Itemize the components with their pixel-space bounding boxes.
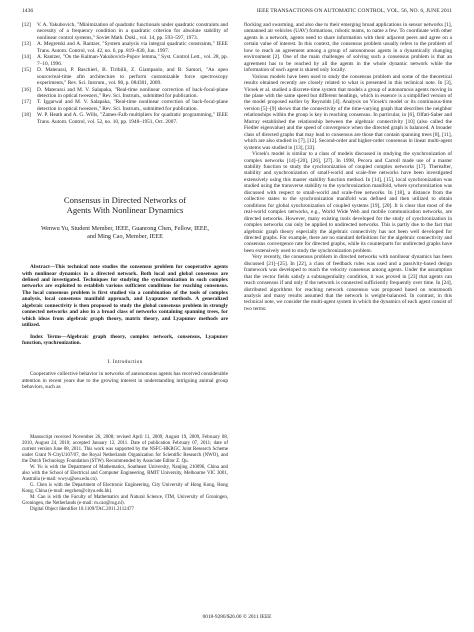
index-terms: Index Terms—Algebraic graph theory, complex network, consensus, Lyapunov function, synchronization. xyxy=(22,333,228,347)
reference-text: A. Rantzer, "On the Kalman-Yakubovich-Popov lemma," Syst. Control Lett., vol. 28, pp. 7–10, 1996. xyxy=(37,54,228,67)
reference-item xyxy=(22,54,228,67)
author-line: and Ming Cao, Member, IEEE xyxy=(87,232,163,240)
title-line: Agents With Nonlinear Dynamics xyxy=(66,205,184,216)
reference-text: V. A. Yakubovich, "Minimization of quadratic functionals under quadratic constraints and necessity of a frequency condition in a quadratic criterion for absolute stability of nonlinear control systems," Soviet Math. Dokl., vol. 14, pp. 593–597, 1973. xyxy=(37,22,228,41)
title-line: Consensus in Directed Networks of xyxy=(63,195,187,206)
reference-text: A. Megretski and A. Rantzer, "System analysis via integral quadratic constraints," IEEE Trans. Autom. Control, vol. 42, no. 6, pp. 819–830, Jun. 1997. xyxy=(37,41,228,54)
author-line: Wenwu Yu, Student Member, IEEE, Guanrong Chen, Fellow, IEEE, xyxy=(40,225,210,233)
reference-item xyxy=(22,67,228,86)
footnote: W. Yu is with the Department of Mathematics, Southeast University, Nanjing 210096, China and also with the School of Electrical and Computer Engineering, RMIT University, Melbourne VIC 3001, Australia (e-mail: wwyu@seu.edu.cn). xyxy=(22,464,228,482)
footnote: M. Cao is with the Faculty of Mathematics and Natural Science, ITM, University of Groningen, Groningen, the Netherlands (e-mail: m.cao@rug.nl). xyxy=(22,494,228,506)
intro-paragraph: Cooperative collective behavior in networks of autonomous agents has received considerable attention in recent years due to the growing interest in understanding intriguing animal group behaviors, such as xyxy=(22,371,228,391)
reference-number: [12] xyxy=(22,22,31,28)
footnote: Digital Object Identifier 10.1109/TAC.2011.2112477 xyxy=(30,506,134,512)
reference-number: [17] xyxy=(22,99,31,106)
reference-item xyxy=(22,22,228,41)
body-paragraph: Very recently, the consensus problem in directed networks with nonlinear dynamics has been discussed [21]–[25]. In [22], a class of feedback rules was used and a passivity-based design framework was developed to reach the velocity consensus among agents. Under the assumption that the vector fields satisfy a subtangentiality condition, it was proved in [23] that agents can reach consensus if and only if the network is connected sufficiently frequently over time. In [24], distributed algorithms for reaching network consensus was proposed based on nonsmooth analysis and many results assumed that the network is weight-balanced. In contrast, in this technical note, we consider the multi-agent system in which the dynamics of each agent consist of two terms: xyxy=(244,254,452,312)
left-column xyxy=(22,22,228,513)
section-heading-introduction: I. Introduction xyxy=(107,358,143,365)
reference-item xyxy=(22,99,228,112)
body-paragraph: Various models have been used to study the consensus problem and some of the theoretical results obtained recently are closely related to what is presented in this technical note. In [3], Vicsek et al. studied a discrete-time system that models a group of autonomous agents moving in the plane with the same speed but different headings, which in essence is a simplified version of the model proposed earlier by Reynolds [4]. Analysis on Vicsek's model or its continuous-time version [5]–[9] shows that the connectivity of the time-varying graph that describes the neighbor relationships within the group is key in reaching consensus. In particular, in [6], Olfati-Saber and Murray established the relationship between the algebraic connectivity [10] (also called the Fiedler eigenvalue) and the speed of convergence when the directed graph is balanced. A broader class of directed graphs that may lead to consensus are those that contain spanning trees [8], [11], which are also studied in [7], [12]. Second-order and higher-order consensus in linear multi-agent systems was studied in [13], [33]. xyxy=(244,73,452,151)
reference-item xyxy=(22,87,228,100)
right-column xyxy=(244,22,452,312)
footnote-block xyxy=(22,435,228,513)
reference-number: [15] xyxy=(22,67,31,74)
footnote: Manuscript received November 26, 2008; revised April 11, 2009, August 19, 2009, February 08, 2010, August 24, 2010; accepted January 12, 2011. Date of publication February 07, 2011; date of current version June 08, 2011. This work was supported by the NSFC-HKRGC Joint Research Scheme under Grant N-CityU107/07, the Royal Netherlands Organization for Scientific Research (NWO), and the Dutch Technology Foundation (STW). Recommended by Associate Editor Z. Qu. xyxy=(22,434,228,464)
reference-number: [13] xyxy=(22,41,31,48)
running-header: IEEE TRANSACTIONS ON AUTOMATIC CONTROL, VOL. 56, NO. 6, JUNE 2011 xyxy=(256,8,452,14)
reference-text: D. Materassi and M. V. Salapaka, "Real-time nonlinear correction of back-focal-plane detection in optical tweezers," Rev. Sci. Instrum., submitted for publication. xyxy=(37,86,228,99)
reference-list xyxy=(22,22,228,125)
reference-item xyxy=(22,112,228,125)
reference-text: T. Iggarwal and M. V. Salapaka, "Real-time nonlinear correction of back-focal-plane detection in optical tweezers," Rev. Sci. Instrum., submitted for publication. xyxy=(37,99,228,112)
body-paragraph: Vicsek's model is similar to a class of models discussed in studying the synchronization of complex networks [14]–[20], [26], [27]. In 1998, Pecora and Carroll made use of a master stability function to study the synchronization of coupled complex networks [17]. Thereafter, stability and synchronization of small-world and scale-free networks have been investigated extensively using this master stability function method. In [14], [15], local synchronization was studied using the transverse stability to the synchronization manifold, where synchronization was discussed with respect to small-world and scale-free networks. In [18], a distance from the collective states to the synchronization manifold was defined and then utilized to obtain conditions for global synchronization of coupled systems [19], [20]. It is clear that most of the real-world complex networks, e.g., World Wide Web and mobile communication networks, are directed networks. However, many existing tools developed for the study of synchronization in complex networks can only be applied to undirected networks. This is partly due to the fact that algebraic graph theory especially the algebraic connectivity has not been well developed for directed graphs. For example, there are no standard definitions for the algebraic connectivity and consensus convergence rate for directed graphs, while its counterparts for undirected graphs have been extensively used to study the synchronization problem. xyxy=(244,151,452,254)
reference-text: D. Materassi, P. Baschieri, B. Tiribilli, Z. Giampaolo, and B. Samori, "An open source/real-time afm architecture to perform customizable force spectroscopy experiments," Rev. Sci. Instrum., vol. 80, p. 084301, 2009. xyxy=(37,67,228,87)
reference-text: W. P. Heath and A. G. Wills, "Zames-Falb multipliers for quadratic programming," IEEE Trans. Autom. Control, vol. 52, no. 10, pp. 1948–1951, Oct. 2007. xyxy=(37,112,228,125)
reference-number: [18] xyxy=(22,112,31,119)
paper-title xyxy=(22,195,228,215)
reference-item xyxy=(22,41,228,54)
page-number: 1436 xyxy=(22,8,34,14)
reference-number: [14] xyxy=(22,54,31,61)
footnote: G. Chen is with the Department of Electronic Engineering, City University of Hong Kong, Hong Kong, China (e-mail: eegchen@cityu.edu.hk). xyxy=(22,482,228,494)
abstract: Abstract—This technical note studies the consensus problem for cooperative agents with nonlinear dynamics in a directed network. Both local and global consensus are defined and investigated. Techniques for studying the synchronization in such complex networks are exploited to establish various sufficient conditions for reaching consensus. The local consensus problem is first studied via a combination of the tools of complex analysis, local consensus manifold approach, and Lyapunov methods. A generalized algebraic connectivity is then proposed to study the global consensus problem in strongly connected networks and also in a broad class of networks containing spanning trees, for which ideas from algebraic graph theory, matrix theory, and Lyapunov methods are utilized. xyxy=(22,264,228,329)
body-paragraph: flocking and swarming, and also due to their emerging broad applications in sensor networks [1], unmanned air vehicles (UAV) formations, robotic teams, to name a few. To coordinate with other agents in a network, agents need to share information with their adjacent peers and agree on a certain value of interest. In this context, the consensus problem usually refers to the problem of how to reach an agreement among a group of autonomous agents in a dynamically changing environment [2]. One of the main challenges of solving such a consensus problem is that an agreement has to be reached by all the agents in the whole dynamic network while the information of each agent is shared only locally. xyxy=(244,22,452,74)
author-block xyxy=(22,225,228,240)
copyright-footer: 0018-9286/$26.00 © 2011 IEEE xyxy=(202,614,272,620)
reference-number: [16] xyxy=(22,86,31,93)
